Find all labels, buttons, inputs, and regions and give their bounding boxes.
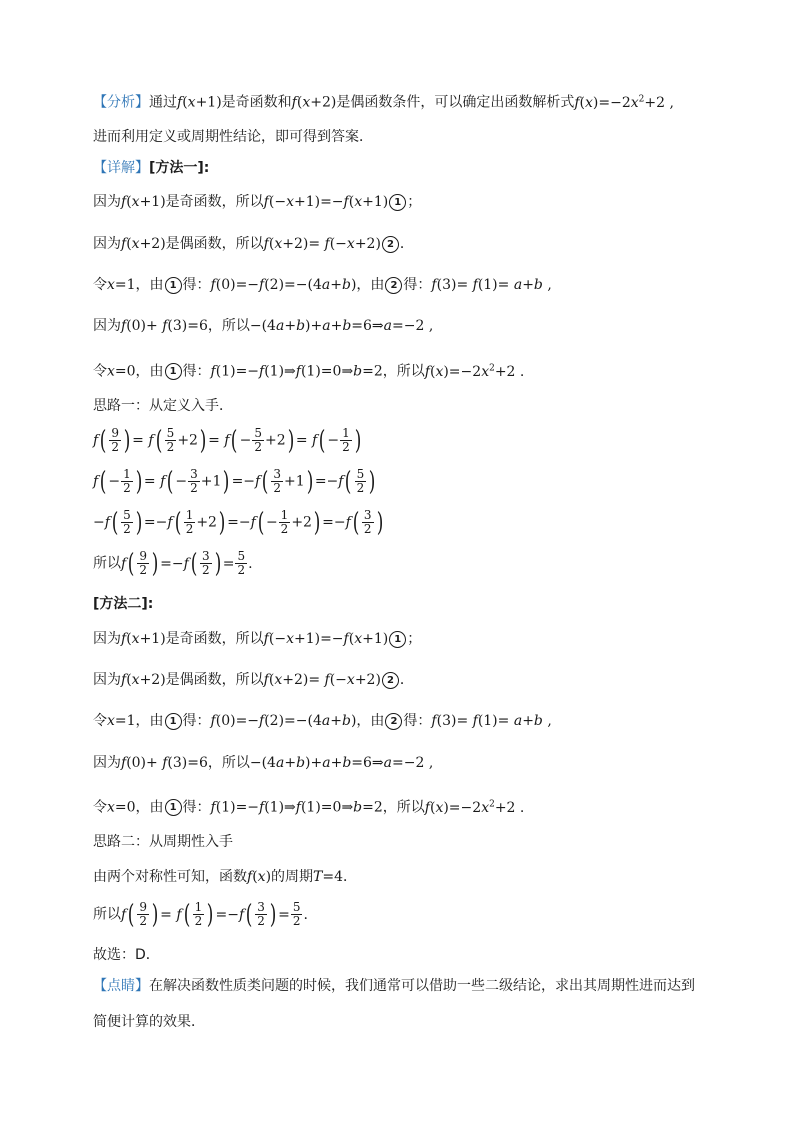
circle-1-icon: 1: [165, 713, 182, 730]
circle-2-icon: 2: [382, 672, 399, 689]
circle-1-icon: 1: [165, 799, 182, 816]
idea-1: 思路一：从定义入手．: [93, 398, 233, 414]
analysis-line-2: 进而利用定义或周期性结论，即可得到答案．: [93, 129, 373, 145]
step-let-0b: 令x=0，由 1 得：f(1)=−f(1)⇒f(1)=0⇒b=2，所以$f(x)=-2x^2+2$ .: [93, 799, 525, 816]
derivation-3: −f( $\frac{5}{2}$ ) =−f( $\frac{1}{2}$ +2) =−f( − $\frac{1}{2}$ +2) =−f( $\frac{3}{2}$ ): [93, 507, 383, 538]
circle-1-icon: 1: [389, 631, 406, 648]
step-odd-2: 因为f(x+1)是奇函数，所以f(−x+1)=−f(x+1) 1 ；: [93, 631, 422, 647]
point-tag: 【点睛】: [93, 978, 149, 994]
derivation-1: f( $\frac{9}{2}$ ) = f( $\frac{5}{2}$ +2) = f( − $\frac{5}{2}$ +2) = f( − $\frac{1}{2}$ ): [93, 425, 362, 456]
circle-1-icon: 1: [165, 363, 182, 380]
circle-1-icon: 1: [389, 194, 406, 211]
circle-2-icon: 2: [382, 236, 399, 253]
circle-1-icon: 1: [165, 277, 182, 294]
idea-2: 思路二：从周期性入手: [93, 834, 233, 850]
formula: f(x+1): [177, 94, 222, 111]
step-let-0: 令x=0，由 1 得：f(1)=−f(1)⇒f(1)=0⇒b=2，所以$f(x)=-2x^2+2$ .: [93, 363, 525, 380]
result-1: 所以f( $\frac{9}{2}$ ) =−f( $\frac{3}{2}$ ) = $\frac{5}{2}$ .: [93, 548, 253, 579]
circle-2-icon: 2: [385, 713, 402, 730]
analysis-line-1: 【分析】通过f(x+1)是奇函数和f(x+2)是偶函数条件，可以确定出函数解析式$f(x)=-2x^2+2$ ,: [93, 94, 674, 111]
derivation-2: f( − $\frac{1}{2}$ ) = f( − $\frac{3}{2}$ +1) =−f( $\frac{3}{2}$ +1) =−f( $\frac{5}{2}$ ): [93, 466, 376, 497]
step-sum-2: 因为f(0)+ f(3)=6，所以−(4a+b)+a+b=6⇒a=−2 ,: [93, 755, 434, 771]
step-sum: 因为f(0)+ f(3)=6，所以−(4a+b)+a+b=6⇒a=−2 ,: [93, 318, 434, 334]
circle-2-icon: 2: [385, 277, 402, 294]
analysis-tag: 【分析】: [93, 94, 149, 111]
step-even: 因为f(x+2)是偶函数，所以f(x+2)= f(−x+2) 2 ．: [93, 236, 414, 252]
step-odd: 因为f(x+1)是奇函数，所以f(−x+1)=−f(x+1) 1 ；: [93, 194, 422, 210]
result-2: 所以f( $\frac{9}{2}$ ) = f( $\frac{1}{2}$ ) =−f( $\frac{3}{2}$ ) = $\frac{5}{2}$ .: [93, 899, 308, 930]
answer: 故选：D．: [93, 947, 160, 963]
period-statement: 由两个对称性可知，函数f(x)的周期T=4．: [93, 869, 358, 885]
step-even-2: 因为f(x+2)是偶函数，所以f(x+2)= f(−x+2) 2 ．: [93, 672, 414, 688]
point-line-1: 【点睛】在解决函数性质类问题的时候，我们通常可以借助一些二级结论，求出其周期性进而达到: [93, 978, 695, 994]
point-line-2: 简便计算的效果．: [93, 1014, 205, 1030]
detail-heading: 【详解】[方法一]:: [93, 160, 210, 176]
method-2-heading: [方法二]:: [93, 596, 154, 612]
step-let-1b: 令x=1，由 1 得：f(0)=−f(2)=−(4a+b)，由 2 得：f(3)= f(1)= a+b ,: [93, 713, 552, 729]
step-let-1: 令x=1，由 1 得：f(0)=−f(2)=−(4a+b)，由 2 得：f(3)= f(1)= a+b ,: [93, 277, 552, 293]
